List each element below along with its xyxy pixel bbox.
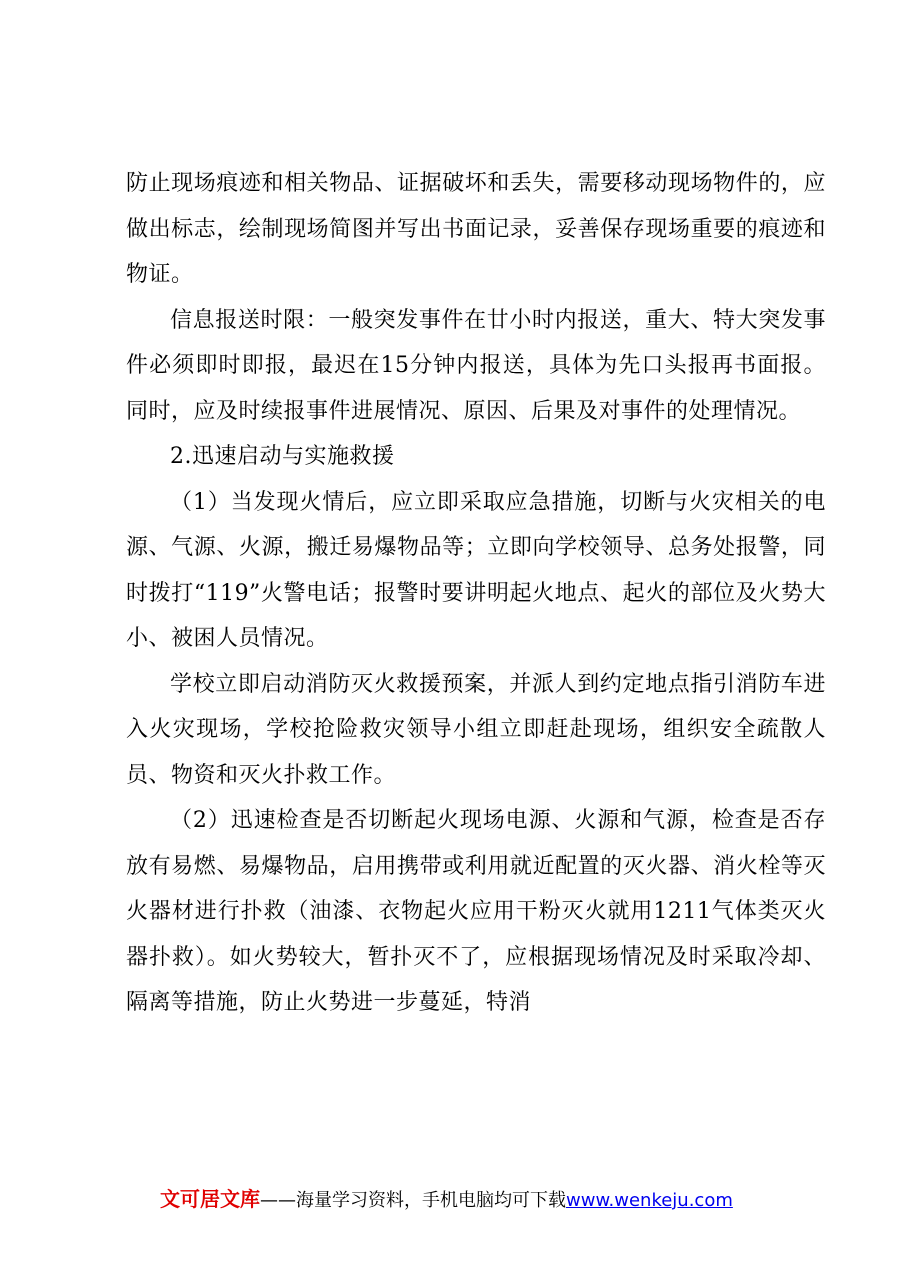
section-heading-rescue: 2.迅速启动与实施救援 [170,444,395,469]
paragraph-school-response: 学校立即启动消防灭火救援预案，并派人到约定地点指引消防车进入火灾现场，学校抢险救灾领导小组立即赶赴现场，组织安全疏散人员、物资和灭火扑救工作。 [126,671,826,788]
footer-website-link[interactable]: www.wenkeju.com [566,1190,733,1211]
paragraph-report-time-limit: 信息报送时限：一般突发事件在廿小时内报送，重大、特大突发事件必须即时即报，最迟在15分钟内报送，具体为先口头报再书面报。同时，应及时续报事件进展情况、原因、后果及对事件的处理情况。 [126,307,826,424]
paragraph-evidence-preservation: 防止现场痕迹和相关物品、证据破坏和丢失，需要移动现场物件的，应做出标志，绘制现场简图并写出书面记录，妥善保存现场重要的痕迹和物证。 [126,171,826,287]
footer-banner [160,1183,733,1212]
document-body [126,161,826,1026]
paragraph-step-2: （2）迅速检查是否切断起火现场电源、火源和气源，检查是否存放有易燃、易爆物品，启用携带或利用就近配置的灭火器、消火栓等灭火器材进行扑救（油漆、衣物起火应用干粉灭火就用1211气体类灭火器扑救）。如火势较大，暂扑灭不了，应根据现场情况及时采取冷却、隔离等措施，防止火势进一步蔓延，特消 [126,808,826,1015]
footer-slogan: ——海量学习资料，手机电脑均可下载 [260,1190,566,1211]
footer-brand: 文可居文库 [160,1187,260,1211]
paragraph-step-1: （1）当发现火情后，应立即采取应急措施，切断与火灾相关的电源、气源、火源，搬迁易爆物品等；立即向学校领导、总务处报警，同时拨打“119”火警电话；报警时要讲明起火地点、起火的部位及火势大小、被困人员情况。 [126,489,826,651]
